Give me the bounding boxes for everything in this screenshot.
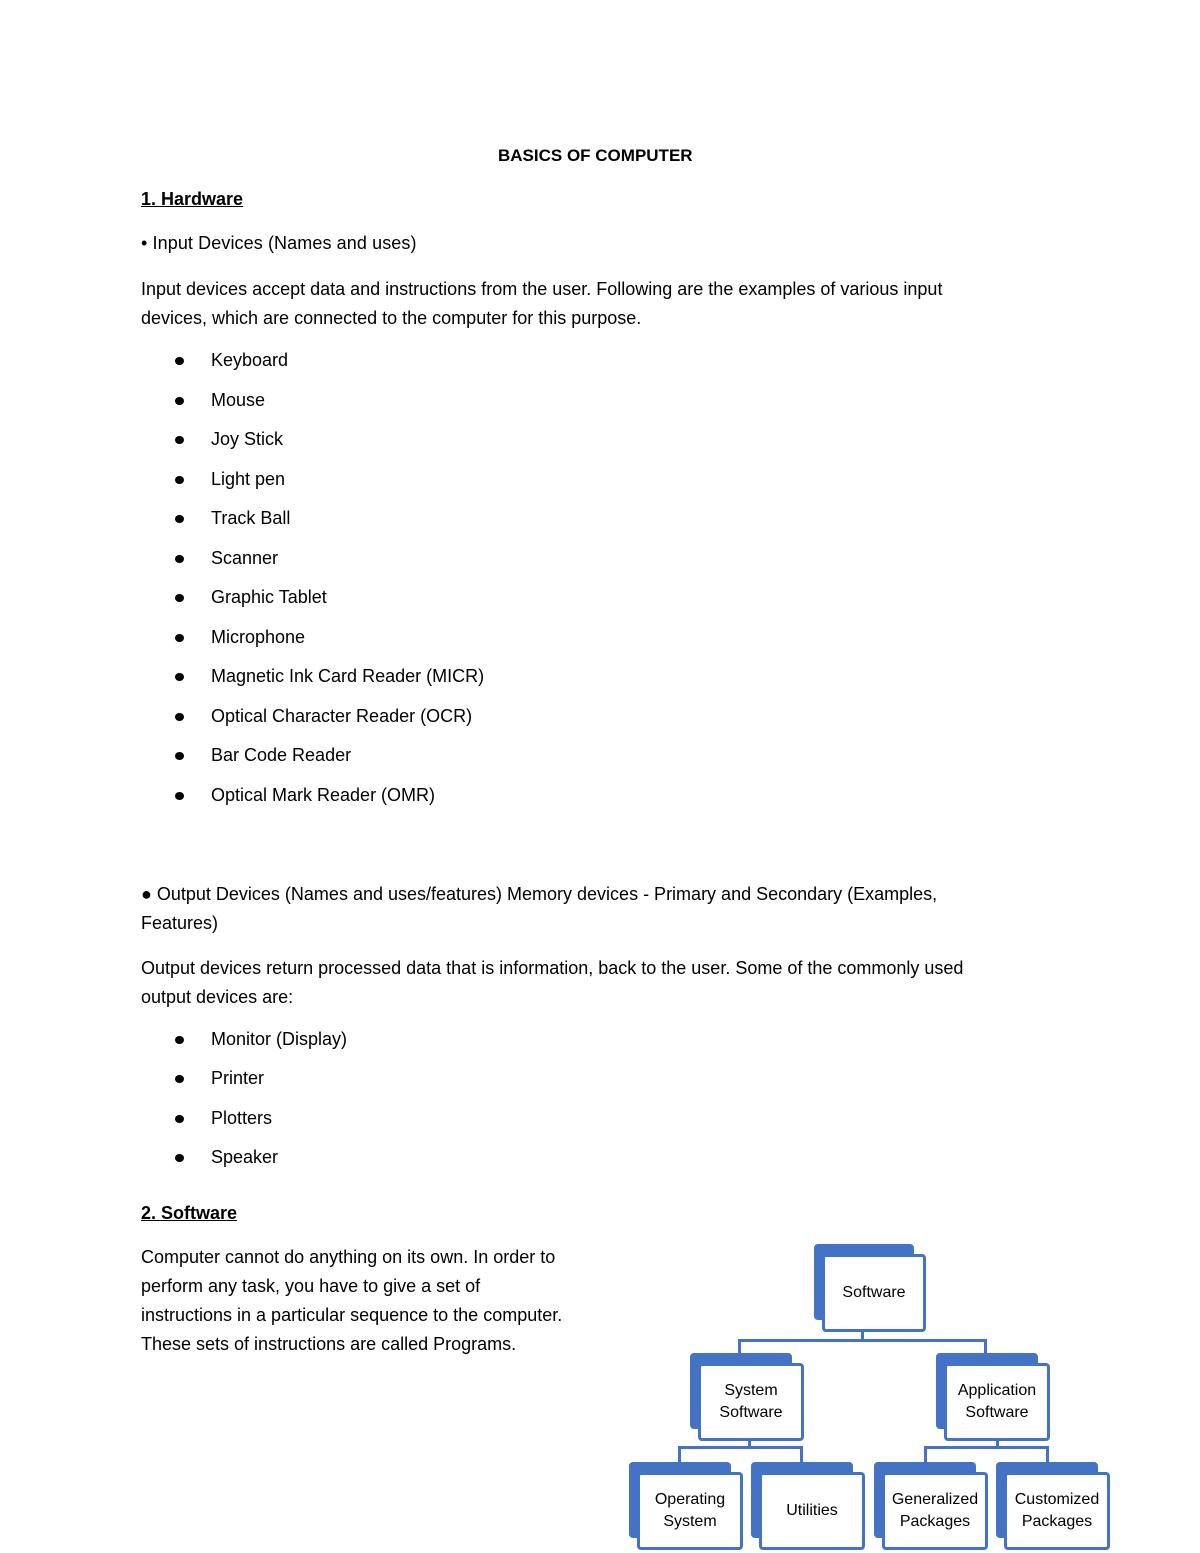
bullet-icon (175, 673, 184, 681)
bullet-icon (175, 515, 184, 523)
connector-line (678, 1446, 803, 1449)
output-para-line-2: output devices are: (141, 987, 294, 1007)
input-devices-paragraph (141, 275, 942, 333)
connector-line (738, 1339, 987, 1342)
software-para-line-2: perform any task, you have to give a set of (141, 1276, 481, 1296)
node-label: Application Software (944, 1363, 1050, 1441)
node-label: Generalized Packages (882, 1472, 988, 1550)
bullet-icon (175, 1154, 184, 1162)
node-system-software (690, 1353, 804, 1441)
output-bullet-line-1: ● Output Devices (Names and uses/features) Memory devices - Primary and Secondary (Examples, (141, 884, 938, 904)
node-label: System Software (698, 1363, 804, 1441)
output-bullet-line-2: Features) (141, 913, 219, 933)
input-devices-bullet: • Input Devices (Names and uses) (141, 233, 417, 253)
bullet-icon (175, 792, 184, 800)
node-label: Utilities (759, 1472, 865, 1550)
output-para-line-1: Output devices return processed data that is information, back to the user. Some of the commonly used (141, 958, 964, 978)
node-generalized-packages (874, 1462, 988, 1550)
bullet-icon (175, 357, 184, 365)
node-customized-packages (996, 1462, 1110, 1550)
node-utilities (751, 1462, 865, 1550)
bullet-icon (175, 397, 184, 405)
node-label: Software (822, 1254, 926, 1332)
input-para-line-2: devices, which are connected to the computer for this purpose. (141, 308, 642, 328)
output-devices-bullet (141, 880, 937, 938)
bullet-icon (175, 1115, 184, 1123)
software-heading: 2. Software (141, 1203, 238, 1223)
bullet-icon (175, 1075, 184, 1083)
bullet-icon (175, 1036, 184, 1044)
node-label: Operating System (637, 1472, 743, 1550)
input-para-line-1: Input devices accept data and instructions from the user. Following are the examples of various input (141, 279, 943, 299)
bullet-icon (175, 594, 184, 602)
software-para-line-3: instructions in a particular sequence to the computer. (141, 1305, 563, 1325)
connector-line (924, 1446, 1049, 1449)
bullet-icon (175, 436, 184, 444)
software-para-line-1: Computer cannot do anything on its own. In order to (141, 1247, 556, 1267)
page-title: BASICS OF COMPUTER (498, 146, 693, 165)
software-paragraph (141, 1243, 562, 1359)
bullet-icon (175, 634, 184, 642)
bullet-icon (175, 555, 184, 563)
node-label: Customized Packages (1004, 1472, 1110, 1550)
hardware-heading: 1. Hardware (141, 189, 244, 209)
bullet-icon (175, 713, 184, 721)
output-devices-paragraph (141, 954, 963, 1012)
software-para-line-4: These sets of instructions are called Programs. (141, 1334, 517, 1354)
node-application-software (936, 1353, 1050, 1441)
node-software (814, 1244, 926, 1332)
bullet-icon (175, 752, 184, 760)
bullet-icon (175, 476, 184, 484)
node-operating-system (629, 1462, 743, 1550)
